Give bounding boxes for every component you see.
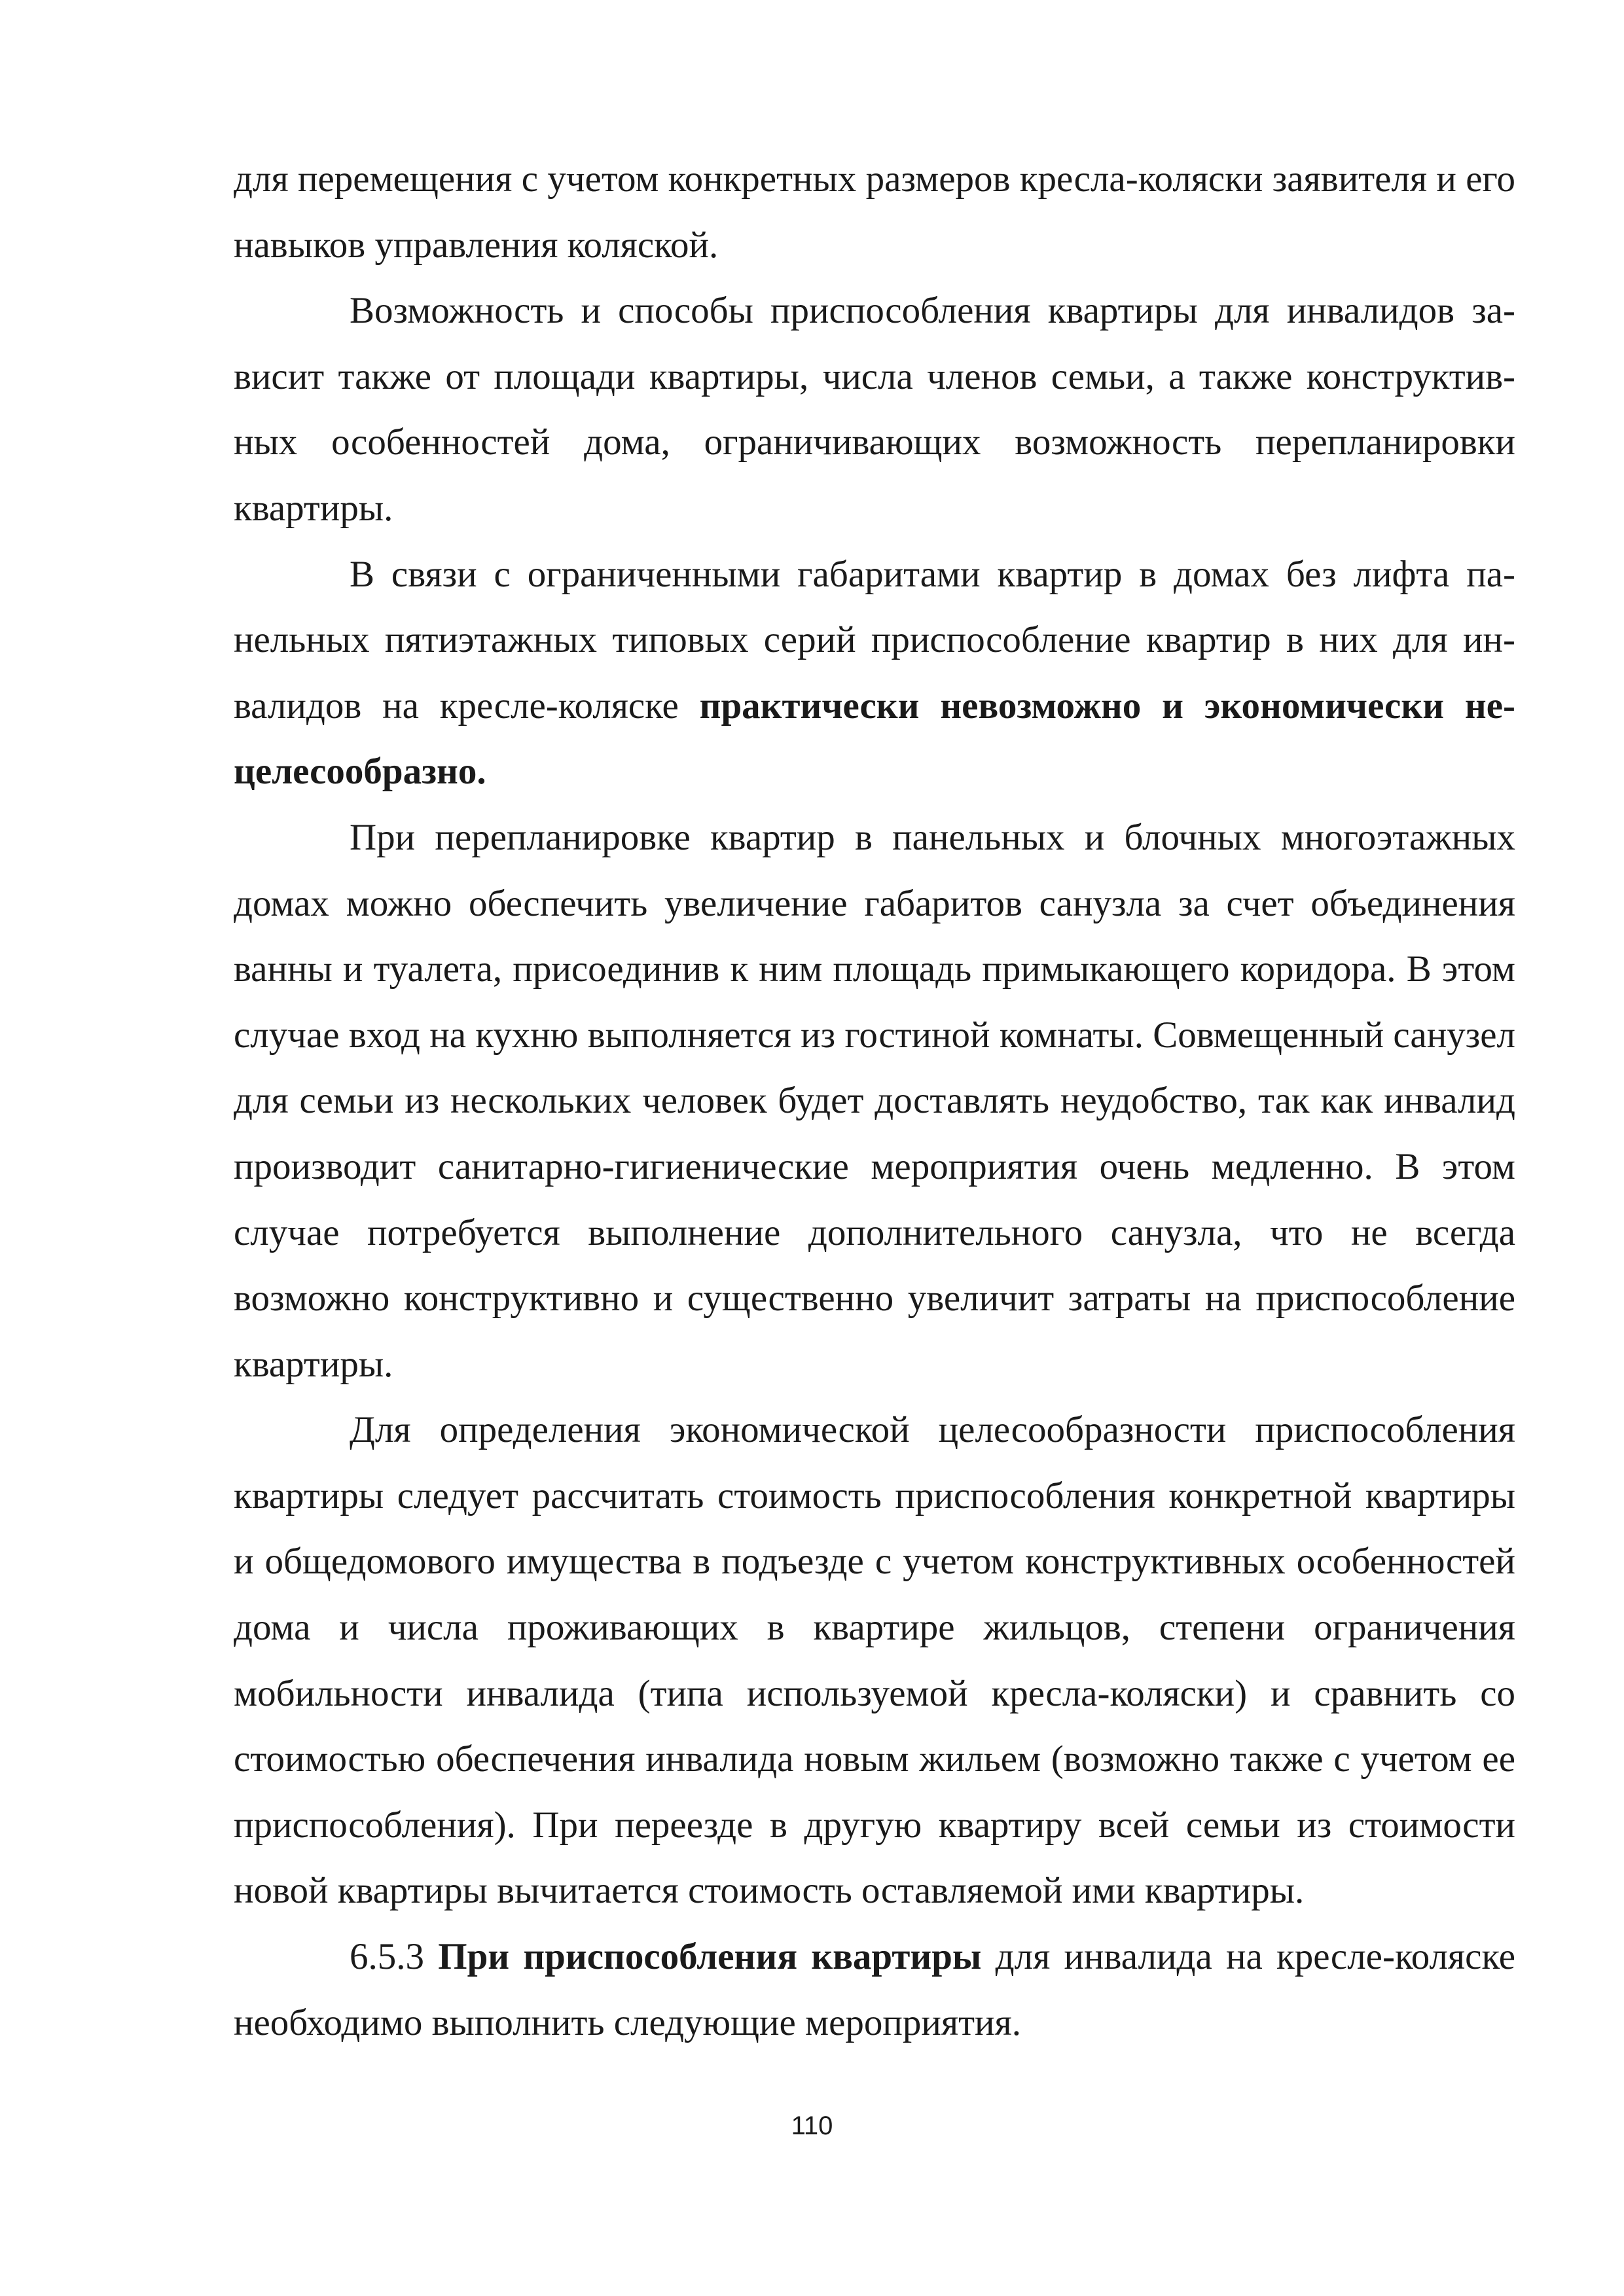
paragraph-adaptation-factors — [234, 278, 1515, 541]
text-run: Возможность и способы приспособления квартиры для инвалидов зависит также от площади квартиры, числа членов семьи, а также конструктивных особенностей дома, ограничивающих возможность перепланировки квартиры. — [234, 290, 1515, 529]
bold-text-run: практически невозможно и экономически нецелесообразно. — [234, 685, 1515, 793]
bold-text-run: При приспособления квартиры — [438, 1936, 982, 1978]
text-run: для перемещения с учетом конкретных размеров кресла-коляски заявителя и его навыков управления коляской. — [234, 158, 1515, 266]
paragraph-economic-feasibility — [234, 1397, 1515, 1924]
text-run: Для определения экономической целесообразности приспособления квартиры следует рассчитать стоимость приспособления конкретной квартиры и общедомового имущества в подъезде с учетом конструктивных особенностей дома и числа проживающих в квартире жильцов, степени ограничения мобильности инвалида (типа используемой кресла-коляски) и сравнить со стоимостью обеспечения инвалида новым жильем (возможно также с учетом ее приспособления). При переезде в другую квартиру всей семьи из стоимости новой квартиры вычитается стоимость оставляемой ими квартиры. — [234, 1409, 1515, 1912]
section-number: 6.5.3 — [350, 1936, 439, 1978]
text-run: В связи с ограниченными габаритами квартир в домах без лифта панельных пятиэтажных типовых серий приспособление квартир в них для инвалидов на кресле-коляске — [234, 553, 1515, 726]
page-number: 110 — [791, 2111, 833, 2140]
text-run: для инвалида на кресле-коляске необходимо выполнить следующие мероприятия. — [234, 1936, 1516, 2043]
paragraph-section-6-5-3 — [234, 1924, 1515, 2056]
body-text — [234, 147, 1515, 2056]
paragraph-five-storey-buildings — [234, 542, 1515, 805]
paragraph-replanning — [234, 805, 1515, 1397]
text-run: При перепланировке квартир в панельных и блочных многоэтажных домах можно обеспечить увеличение габаритов санузла за счет объединения ванны и туалета, присоединив к ним площадь примыкающего коридора. В этом случае вход на кухню выполняется из гостиной комнаты. Совмещенный санузел для семьи из нескольких человек будет доставлять неудобство, так как инвалид производит санитарно-гигиенические мероприятия очень медленно. В этом случае потребуется выполнение дополнительного санузла, что не всегда возможно конструктивно и существенно увеличит затраты на приспособление квартиры. — [234, 816, 1515, 1385]
paragraph-continuation — [234, 147, 1515, 278]
